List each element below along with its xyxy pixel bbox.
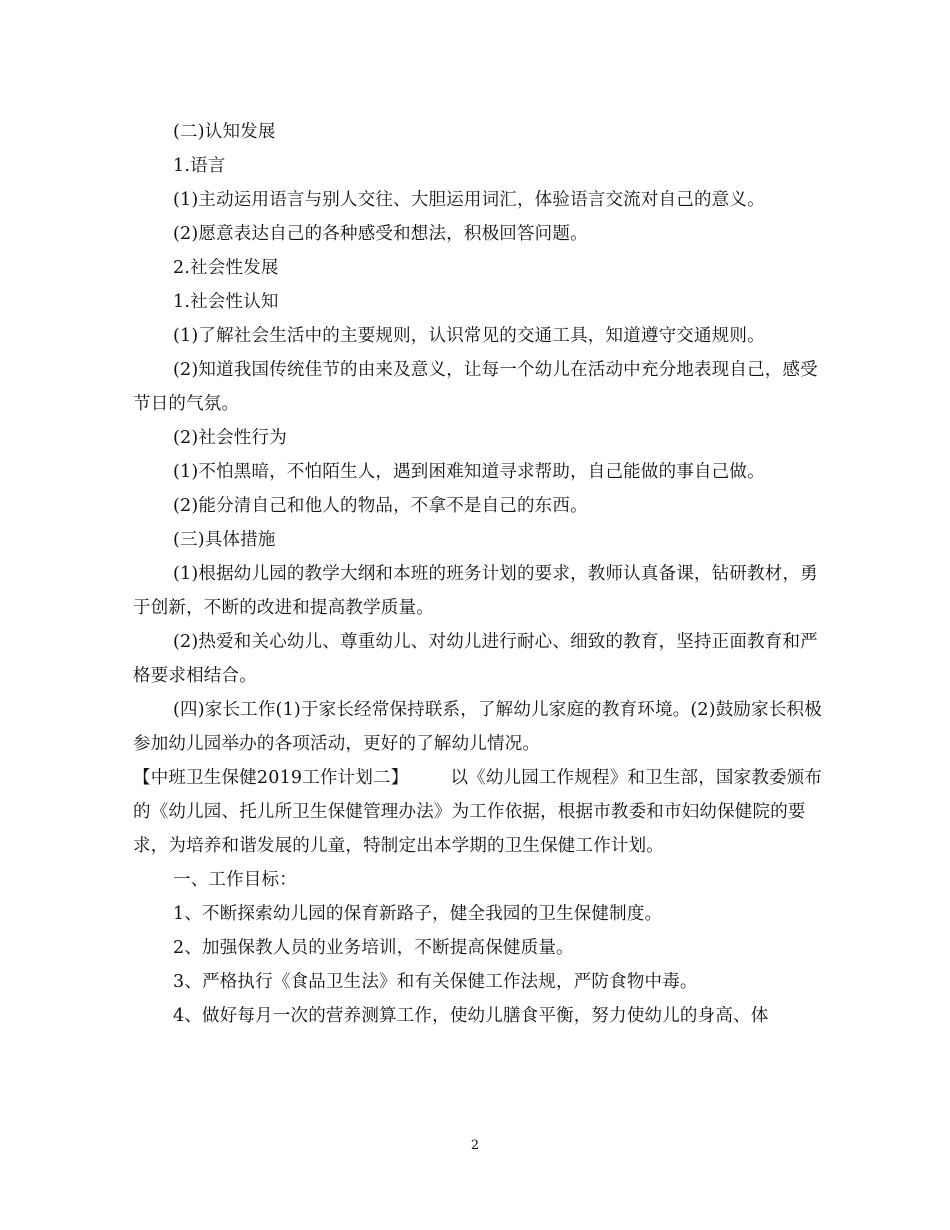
document-body	[133, 115, 823, 1033]
paragraph: (2)知道我国传统佳节的由来及意义，让每一个幼儿在活动中充分地表现自己，感受节日的气氛。	[133, 360, 818, 414]
paragraph: (1)主动运用语言与别人交往、大胆运用词汇，体验语言交流对自己的意义。	[173, 190, 765, 210]
paragraph: 2.社会性发展	[173, 258, 279, 278]
paragraph: 3、严格执行《食品卫生法》和有关保健工作法规，严防食物中毒。	[173, 972, 698, 992]
paragraph: (四)家长工作(1)于家长经常保持联系，了解幼儿家庭的教育环境。(2)鼓励家长积极参加幼儿园举办的各项活动，更好的了解幼儿情况。	[133, 700, 822, 754]
paragraph: (2)愿意表达自己的各种感受和想法，积极回答问题。	[173, 224, 588, 244]
section-intro: 以《幼儿园工作规程》和卫生部，国家教委颁布的《幼儿园、托儿所卫生保健管理办法》为工作依据，根据市教委和市妇幼保健院的要求，为培养和谐发展的儿童，特制定出本学期的卫生保健工作计划。	[133, 768, 823, 856]
paragraph: 2、加强保教人员的业务培训，不断提高保健质量。	[173, 938, 574, 958]
paragraph: (2)能分清自己和他人的物品，不拿不是自己的东西。	[173, 496, 588, 516]
paragraph: (1)了解社会生活中的主要规则，认识常见的交通工具，知道遵守交通规则。	[173, 326, 765, 346]
paragraph: (2)热爱和关心幼儿、尊重幼儿、对幼儿进行耐心、细致的教育，坚持正面教育和严格要求相结合。	[133, 632, 818, 686]
paragraph: (二)认知发展	[173, 122, 276, 142]
paragraph: (1)不怕黑暗，不怕陌生人，遇到困难知道寻求帮助，自己能做的事自己做。	[173, 462, 765, 482]
paragraph: (三)具体措施	[173, 530, 276, 550]
paragraph: 1.社会性认知	[173, 292, 279, 312]
paragraph: 1.语言	[173, 156, 226, 176]
paragraph: (1)根据幼儿园的教学大纲和本班的班务计划的要求，教师认真备课，钻研教材，勇于创新，不断的改进和提高教学质量。	[133, 564, 818, 618]
paragraph: 1、不断探索幼儿园的保育新路子，健全我园的卫生保健制度。	[173, 904, 663, 924]
paragraph: 一、工作目标：	[173, 870, 297, 890]
section-heading: 【中班卫生保健2019工作计划二】	[133, 768, 409, 788]
paragraph: (2)社会性行为	[173, 428, 287, 448]
section-paragraph	[133, 761, 823, 863]
paragraph: 4、做好每月一次的营养测算工作，使幼儿膳食平衡，努力使幼儿的身高、体	[173, 1006, 769, 1026]
page-number: 2	[470, 1138, 480, 1153]
